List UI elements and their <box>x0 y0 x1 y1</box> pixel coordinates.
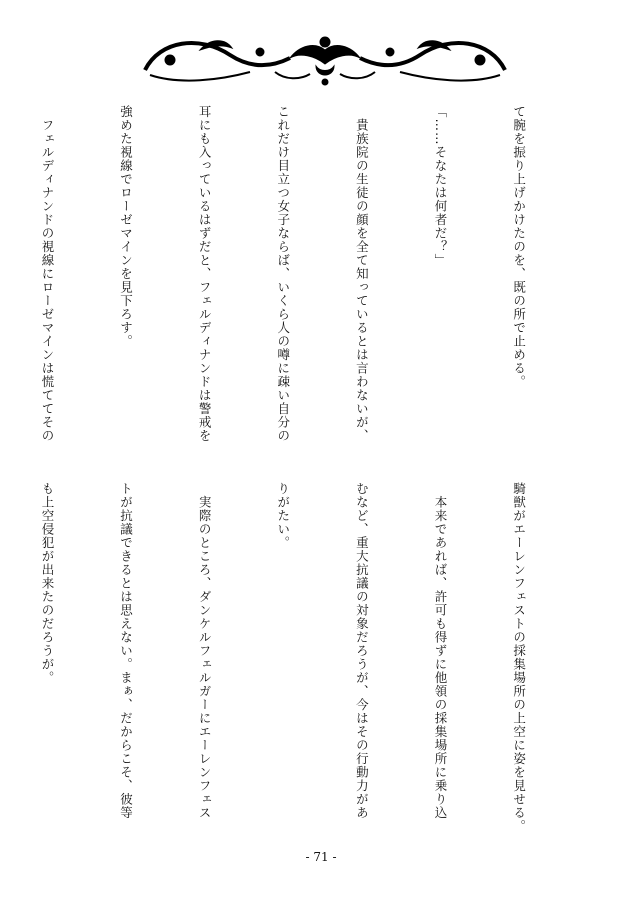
text-line: フェルディナンドの視線にローゼマインは慌ててその <box>39 105 55 443</box>
text-line: 強めた視線でローゼマインを見下ろす。 <box>118 105 134 348</box>
text-line: て腕を振り上げかけたのを、既の所で止める。 <box>511 105 527 389</box>
text-line: 「……そなたは何者だ？」 <box>432 105 448 267</box>
page-number: - 71 - <box>305 850 337 864</box>
text-line: むなど、重大抗議の対象だろうが、今はその行動力があ <box>354 482 370 820</box>
text-line: 耳にも入っているはずだと、フェルディナンドは警戒を <box>197 105 213 443</box>
text-line: 本来であれば、許可も得ずに他領の採集場所に乗り込 <box>432 482 448 820</box>
upper-text-block <box>39 105 584 450</box>
text-line: も上空侵犯が出来たのだろうが。 <box>39 482 55 685</box>
text-line: トが抗議できるとは思えない。まぁ、だからこそ、彼等 <box>118 482 134 820</box>
text-line: 騎獣がエーレンフェストの採集場所の上空に姿を見せる。 <box>511 482 527 833</box>
text-line: これだけ目立つ女子ならば、いくら人の噂に疎い自分の <box>275 105 291 443</box>
text-line: 実際のところ、ダンケルフェルガーにエーレンフェス <box>197 482 213 820</box>
text-line: 貴族院の生徒の顔を全て知っているとは言わないが、 <box>354 105 370 443</box>
lower-text-block <box>39 482 584 833</box>
ornament-flourish-icon <box>140 30 510 90</box>
text-line: りがたい。 <box>275 482 291 550</box>
